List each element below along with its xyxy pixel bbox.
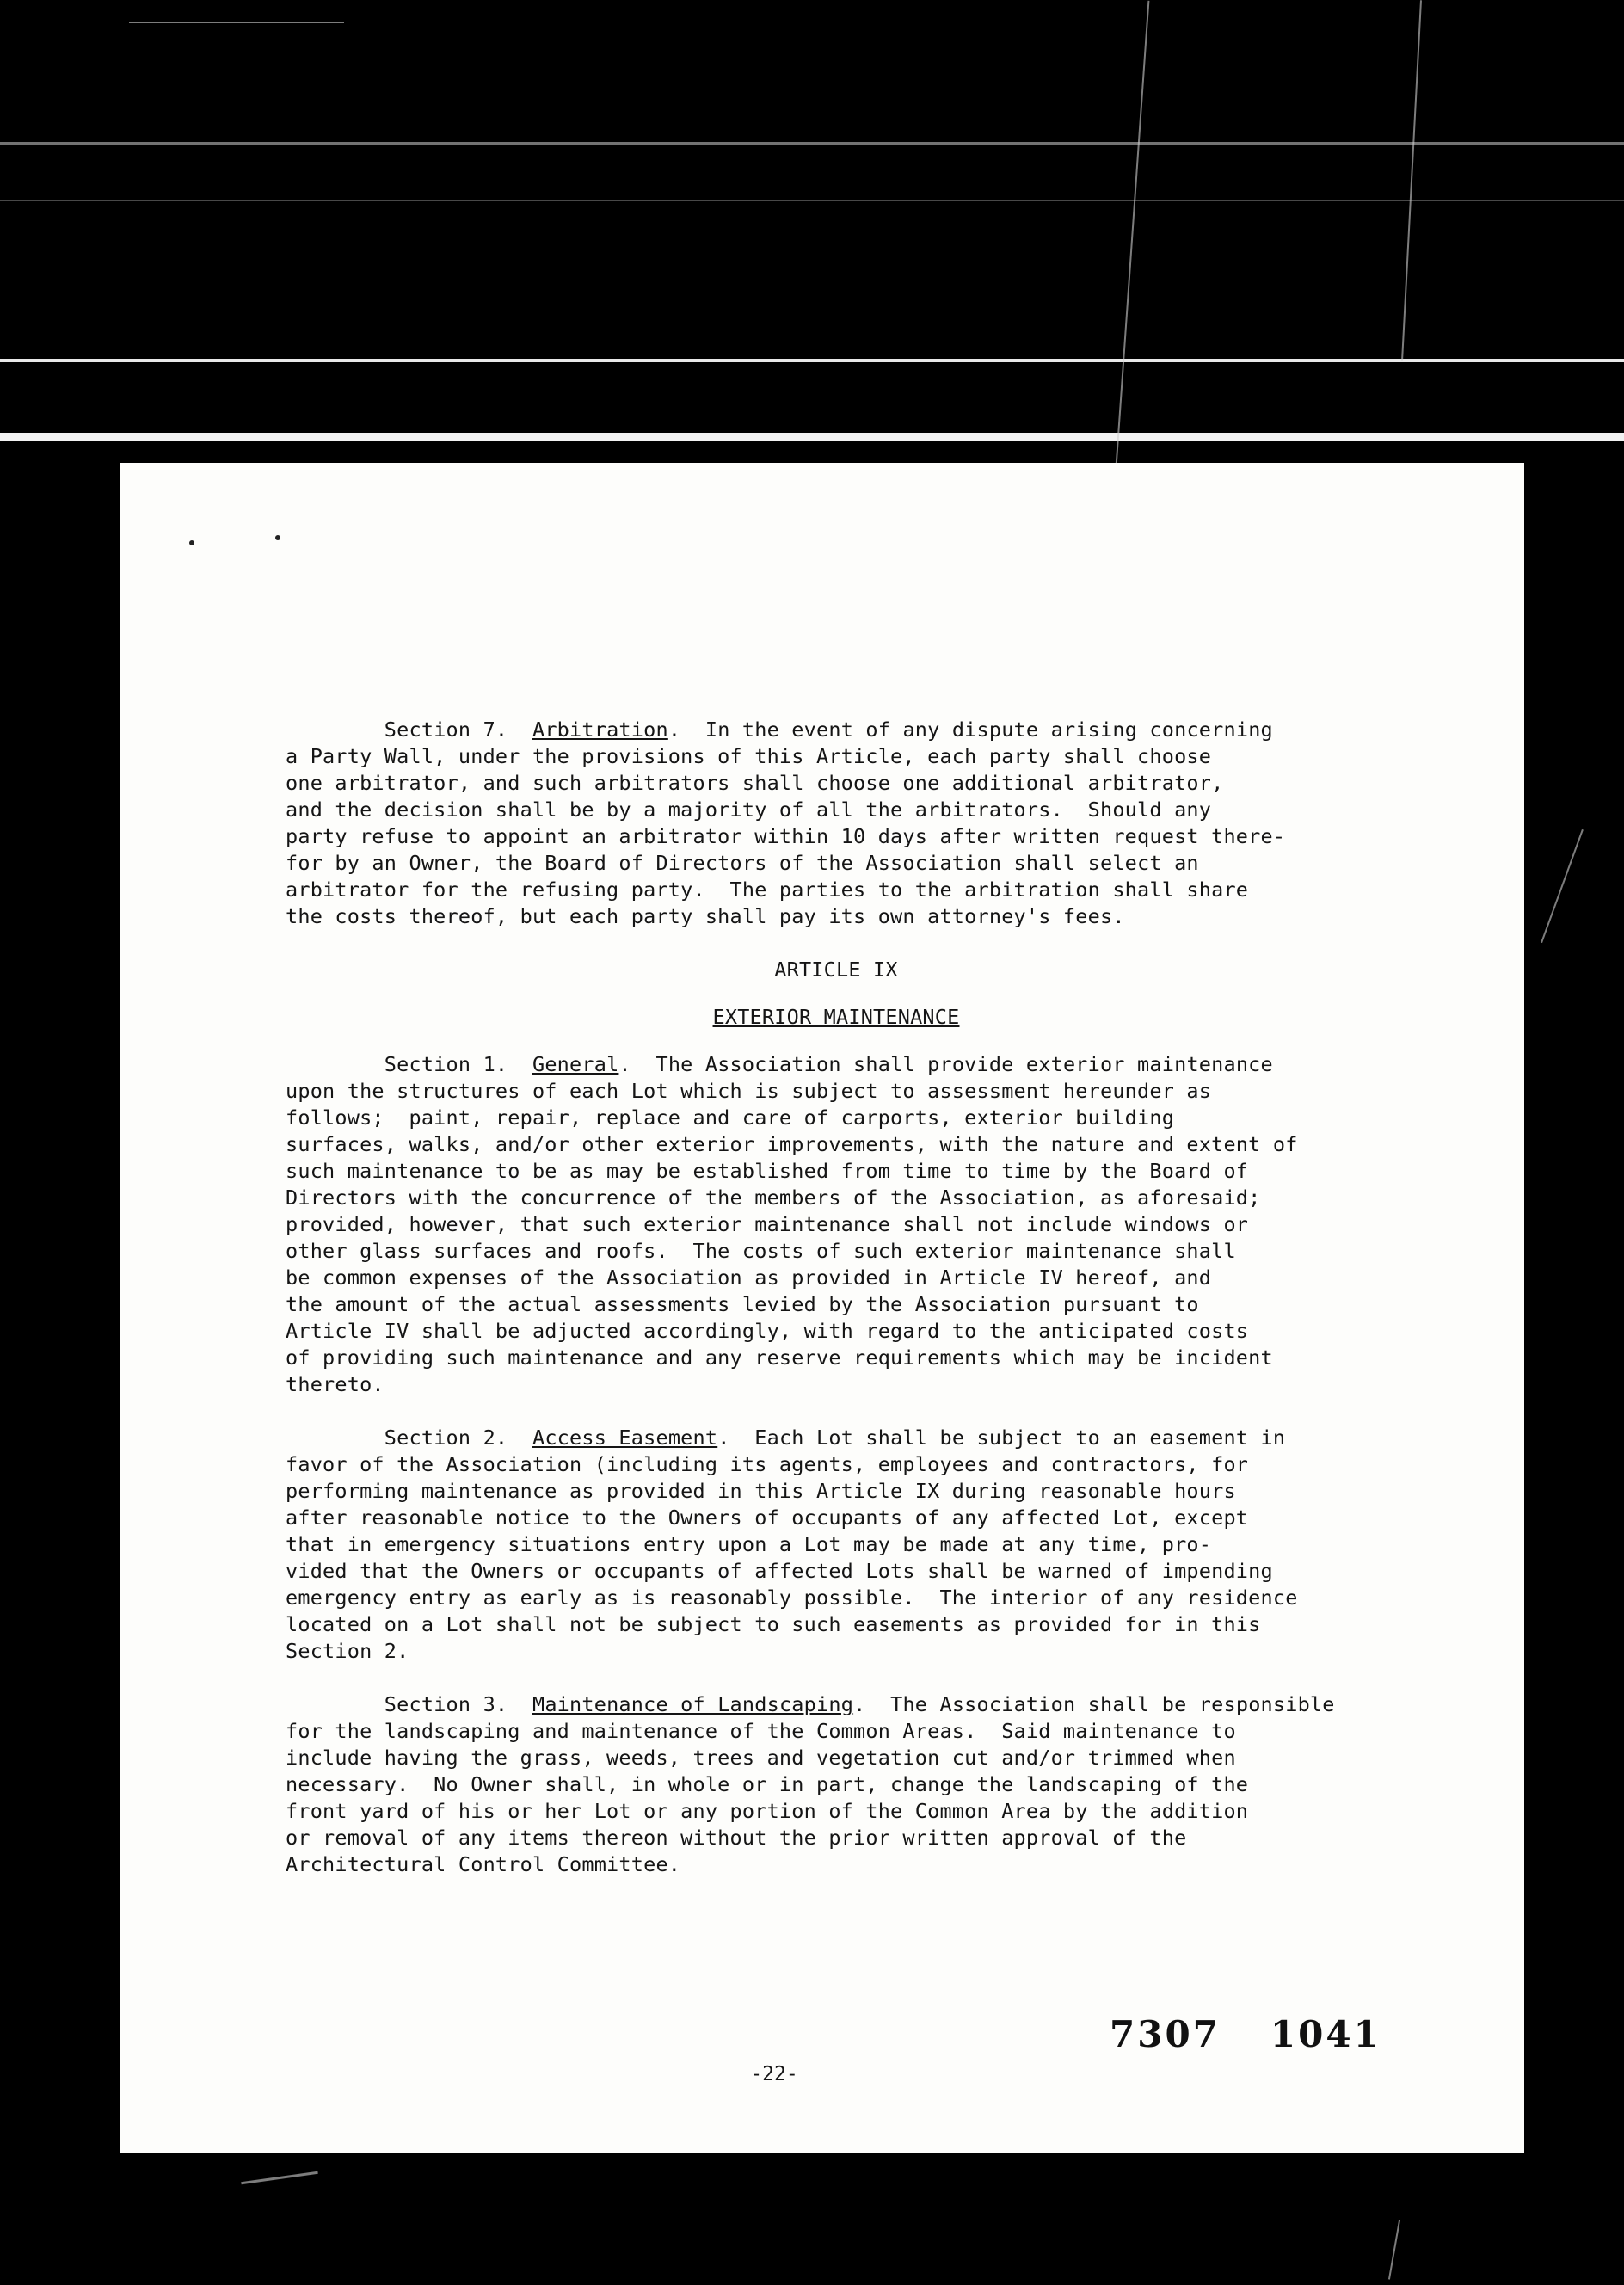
document-body [286, 717, 1559, 1905]
section-1-paragraph [286, 1051, 1559, 1398]
section-1-heading: General [532, 1052, 619, 1076]
section-7-heading: Arbitration [532, 718, 668, 742]
section-2-heading: Access Easement [532, 1426, 718, 1450]
document-page [120, 463, 1524, 2153]
section-7-first-line: . In the event of any dispute arising concerning [667, 718, 1273, 742]
scan-artifact-line [0, 142, 1624, 145]
section-3-paragraph [286, 1691, 1559, 1878]
page-number: -22- [750, 2063, 798, 2085]
section-7-paragraph [286, 717, 1559, 930]
section-2-paragraph [286, 1425, 1559, 1665]
section-2-first-line: . Each Lot shall be subject to an easement in [717, 1426, 1286, 1450]
section-7-lead: Section 7. [384, 718, 508, 742]
scan-artifact-line [0, 433, 1624, 441]
section-3-lead: Section 3. [384, 1692, 508, 1716]
scan-artifact-line [0, 200, 1624, 201]
section-7-body: a Party Wall, under the provisions of this Article, each party shall choose one arbitrator, and such arbitrators shall choose one additional arbitrator, and the decision shall be by a majority of all the arbitrators. Should any party refuse to appoint an arbitrator within 10 days after written request there- for by an Owner, the Board of Directors of the Association shall select an arbitrator for the refusing party. The parties to the arbitration shall share the costs thereof, but each party shall pay its own attorney's fees. [286, 744, 1286, 928]
stamp-page-number: 1041 [1270, 2013, 1381, 2055]
stamp-book-number: 7307 [1110, 2013, 1221, 2055]
section-1-body: upon the structures of each Lot which is subject to assessment hereunder as follows; paint, repair, replace and care of carports, exterior building surfaces, walks, and/or other exterior improvements, with the nature and extent of such maintenance to be as may be established from time to time by the Board of Directors with the concurrence of the members of the Association, as aforesaid; provided, however, that such exterior maintenance shall not include windows or other glass surfaces and roofs. The costs of such exterior maintenance shall be common expenses of the Association as provided in Article IV hereof, and the amount of the actual assessments levied by the Association pursuant to Article IV shall be adjucted accordingly, with regard to the anticipated costs of providing such maintenance and any reserve requirements which may be incident thereto. [286, 1079, 1298, 1396]
scan-speck [275, 535, 280, 540]
recording-stamp [1110, 2013, 1381, 2055]
scan-scratch [1401, 0, 1422, 361]
article-title [286, 1004, 1387, 1031]
section-3-body: for the landscaping and maintenance of the Common Areas. Said maintenance to include having the grass, weeds, trees and vegetation cut and/or trimmed when necessary. No Owner shall, in whole or in part, change the landscaping of the front yard of his or her Lot or any portion of the Common Area by the addition or removal of any items thereon without the prior written approval of the Architectural Control Committee. [286, 1719, 1249, 1876]
scan-scratch [1388, 2220, 1400, 2279]
section-3-heading: Maintenance of Landscaping [532, 1692, 854, 1716]
section-1-lead: Section 1. [384, 1052, 508, 1076]
section-2-lead: Section 2. [384, 1426, 508, 1450]
article-number: ARTICLE IX [774, 958, 898, 982]
scan-artifact-line [0, 359, 1624, 362]
scan-scratch [129, 22, 344, 23]
article-title-text: EXTERIOR MAINTENANCE [712, 1005, 960, 1029]
section-2-body: favor of the Association (including its agents, employees and contractors, for performing maintenance as provided in this Article IX during reasonable hours after reasonable notice to the Owners of occupants of any affected Lot, except that in emergency situations entry upon a Lot may be made at any time, pro- vided that the Owners or occupants of affected Lots shall be warned of impending emergency entry as early as is reasonably possible. The interior of any residence located on a Lot shall not be subject to such easements as provided for in this Section 2. [286, 1452, 1298, 1663]
section-1-first-line: . The Association shall provide exterior maintenance [618, 1052, 1273, 1076]
scan-scratch [241, 2171, 318, 2184]
scan-speck [189, 540, 194, 545]
section-3-first-line: . The Association shall be responsible [853, 1692, 1335, 1716]
